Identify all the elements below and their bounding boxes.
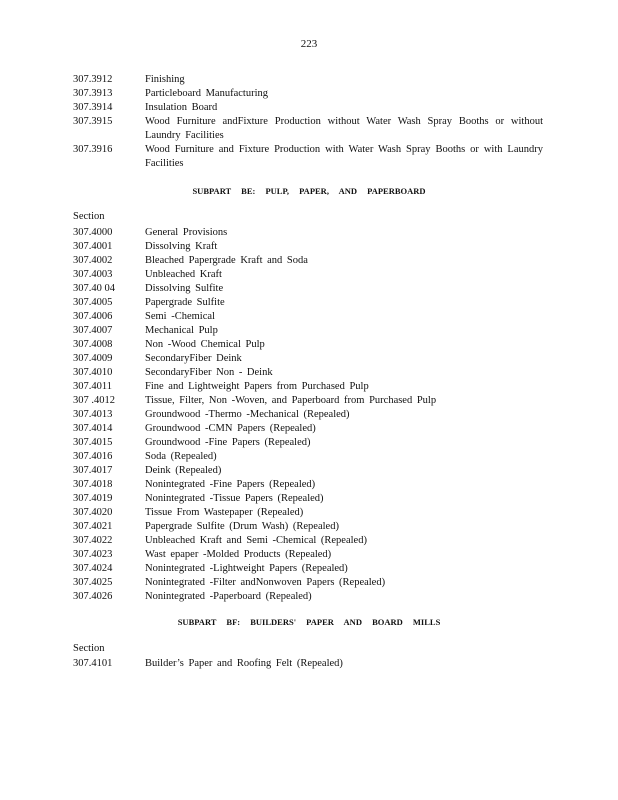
section-number: 307.3914 <box>73 102 113 113</box>
section-title: Wood Furniture andFixture Production without Water Wash Spray Booths or without Laundry Facilities <box>145 116 543 141</box>
subpart-be-heading: SUBPART BE: PULP, PAPER, AND PAPERBOARD <box>192 186 426 196</box>
section-row <box>73 87 543 101</box>
section-number: 307.4010 <box>73 367 113 378</box>
section-title: Unbleached Kraft and Semi -Chemical (Repealed) <box>145 535 367 546</box>
section-title: Nonintegrated -Fine Papers (Repealed) <box>145 479 316 490</box>
section-row <box>73 226 543 240</box>
section-number: 307.4003 <box>73 269 113 280</box>
section-title: Particleboard Manufacturing <box>145 88 268 99</box>
section-row <box>73 520 543 534</box>
section-column-label: Section <box>73 643 105 654</box>
section-number: 307.4019 <box>73 493 113 504</box>
section-number: 307.4002 <box>73 255 113 266</box>
section-column-label: Section <box>73 211 105 222</box>
section-number: 307.4013 <box>73 409 113 420</box>
section-number: 307.3915 <box>73 116 113 127</box>
section-number: 307.4020 <box>73 507 113 518</box>
section-number: 307.3916 <box>73 144 113 155</box>
section-row <box>73 576 543 590</box>
section-row <box>73 268 543 282</box>
section-row <box>73 408 543 422</box>
section-row <box>73 590 543 604</box>
section-title: Wood Furniture and Fixture Production with Water Wash Spray Booths or with Laundry Facilities <box>145 144 543 169</box>
section-title: Groundwood -CMN Papers (Repealed) <box>145 423 316 434</box>
section-title: Nonintegrated -Tissue Papers (Repealed) <box>145 493 324 504</box>
section-title: Finishing <box>145 74 185 85</box>
section-number: 307.4024 <box>73 563 113 574</box>
section-title: Groundwood -Thermo -Mechanical (Repealed) <box>145 409 350 420</box>
section-list-group-1 <box>73 73 543 171</box>
section-title: Nonintegrated -Lightweight Papers (Repealed) <box>145 563 348 574</box>
section-row <box>73 143 543 171</box>
section-row <box>73 548 543 562</box>
section-title: Nonintegrated -Filter andNonwoven Papers (Repealed) <box>145 577 386 588</box>
page-number: 223 <box>300 38 318 50</box>
section-number: 307.4007 <box>73 325 113 336</box>
section-row <box>73 657 543 671</box>
section-title: Nonintegrated -Paperboard (Repealed) <box>145 591 312 602</box>
section-title: Builder’s Paper and Roofing Felt (Repealed) <box>145 658 343 669</box>
section-number: 307.3913 <box>73 88 113 99</box>
section-number: 307.4006 <box>73 311 113 322</box>
section-row <box>73 394 543 408</box>
section-row <box>73 338 543 352</box>
section-number: 307.3912 <box>73 74 113 85</box>
section-row <box>73 366 543 380</box>
section-number: 307.4001 <box>73 241 113 252</box>
section-number: 307.4021 <box>73 521 113 532</box>
section-row <box>73 562 543 576</box>
section-row <box>73 310 543 324</box>
section-row <box>73 492 543 506</box>
section-title: Mechanical Pulp <box>145 325 218 336</box>
section-title: Tissue, Filter, Non -Woven, and Paperboard from Purchased Pulp <box>145 395 437 406</box>
section-row <box>73 534 543 548</box>
section-title: Non -Wood Chemical Pulp <box>145 339 265 350</box>
section-title: SecondaryFiber Non - Deink <box>145 367 273 378</box>
section-title: General Provisions <box>145 227 228 238</box>
section-row <box>73 101 543 115</box>
section-title: Fine and Lightweight Papers from Purchased Pulp <box>145 381 369 392</box>
section-title: Deink (Repealed) <box>145 465 222 476</box>
section-row <box>73 436 543 450</box>
section-title: Insulation Board <box>145 102 218 113</box>
section-list-group-2 <box>73 226 543 604</box>
section-row <box>73 254 543 268</box>
section-number: 307.4018 <box>73 479 113 490</box>
section-number: 307.4011 <box>73 381 112 392</box>
section-number: 307.4016 <box>73 451 113 462</box>
section-title: Soda (Repealed) <box>145 451 217 462</box>
section-title: Bleached Papergrade Kraft and Soda <box>145 255 308 266</box>
section-title: Dissolving Kraft <box>145 241 218 252</box>
section-number: 307 .4012 <box>73 395 115 406</box>
section-row <box>73 324 543 338</box>
section-number: 307.4023 <box>73 549 113 560</box>
section-row <box>73 115 543 143</box>
section-row <box>73 296 543 310</box>
section-number: 307.4017 <box>73 465 113 476</box>
subpart-bf-heading: SUBPART BF: BUILDERS' PAPER AND BOARD MILLS <box>177 617 441 627</box>
section-number: 307.4000 <box>73 227 113 238</box>
section-number: 307.4008 <box>73 339 113 350</box>
section-title: Dissolving Sulfite <box>145 283 224 294</box>
section-title: Papergrade Sulfite <box>145 297 225 308</box>
section-row <box>73 464 543 478</box>
section-title: Unbleached Kraft <box>145 269 222 280</box>
section-title: Semi -Chemical <box>145 311 215 322</box>
section-row <box>73 282 543 296</box>
section-title: Groundwood -Fine Papers (Repealed) <box>145 437 311 448</box>
section-row <box>73 450 543 464</box>
section-title: SecondaryFiber Deink <box>145 353 242 364</box>
section-title: Wast epaper -Molded Products (Repealed) <box>145 549 332 560</box>
section-row <box>73 478 543 492</box>
section-title: Tissue From Wastepaper (Repealed) <box>145 507 304 518</box>
section-number: 307.4101 <box>73 658 113 669</box>
section-number: 307.4025 <box>73 577 113 588</box>
section-list-group-3 <box>73 657 543 671</box>
section-row <box>73 240 543 254</box>
section-row <box>73 73 543 87</box>
section-row <box>73 506 543 520</box>
section-number: 307.4022 <box>73 535 113 546</box>
section-number: 307.4015 <box>73 437 113 448</box>
section-row <box>73 352 543 366</box>
section-row <box>73 422 543 436</box>
section-row <box>73 380 543 394</box>
section-number: 307.4026 <box>73 591 113 602</box>
section-number: 307.40 04 <box>73 283 115 294</box>
section-number: 307.4009 <box>73 353 113 364</box>
section-title: Papergrade Sulfite (Drum Wash) (Repealed) <box>145 521 339 532</box>
section-number: 307.4005 <box>73 297 113 308</box>
section-number: 307.4014 <box>73 423 113 434</box>
